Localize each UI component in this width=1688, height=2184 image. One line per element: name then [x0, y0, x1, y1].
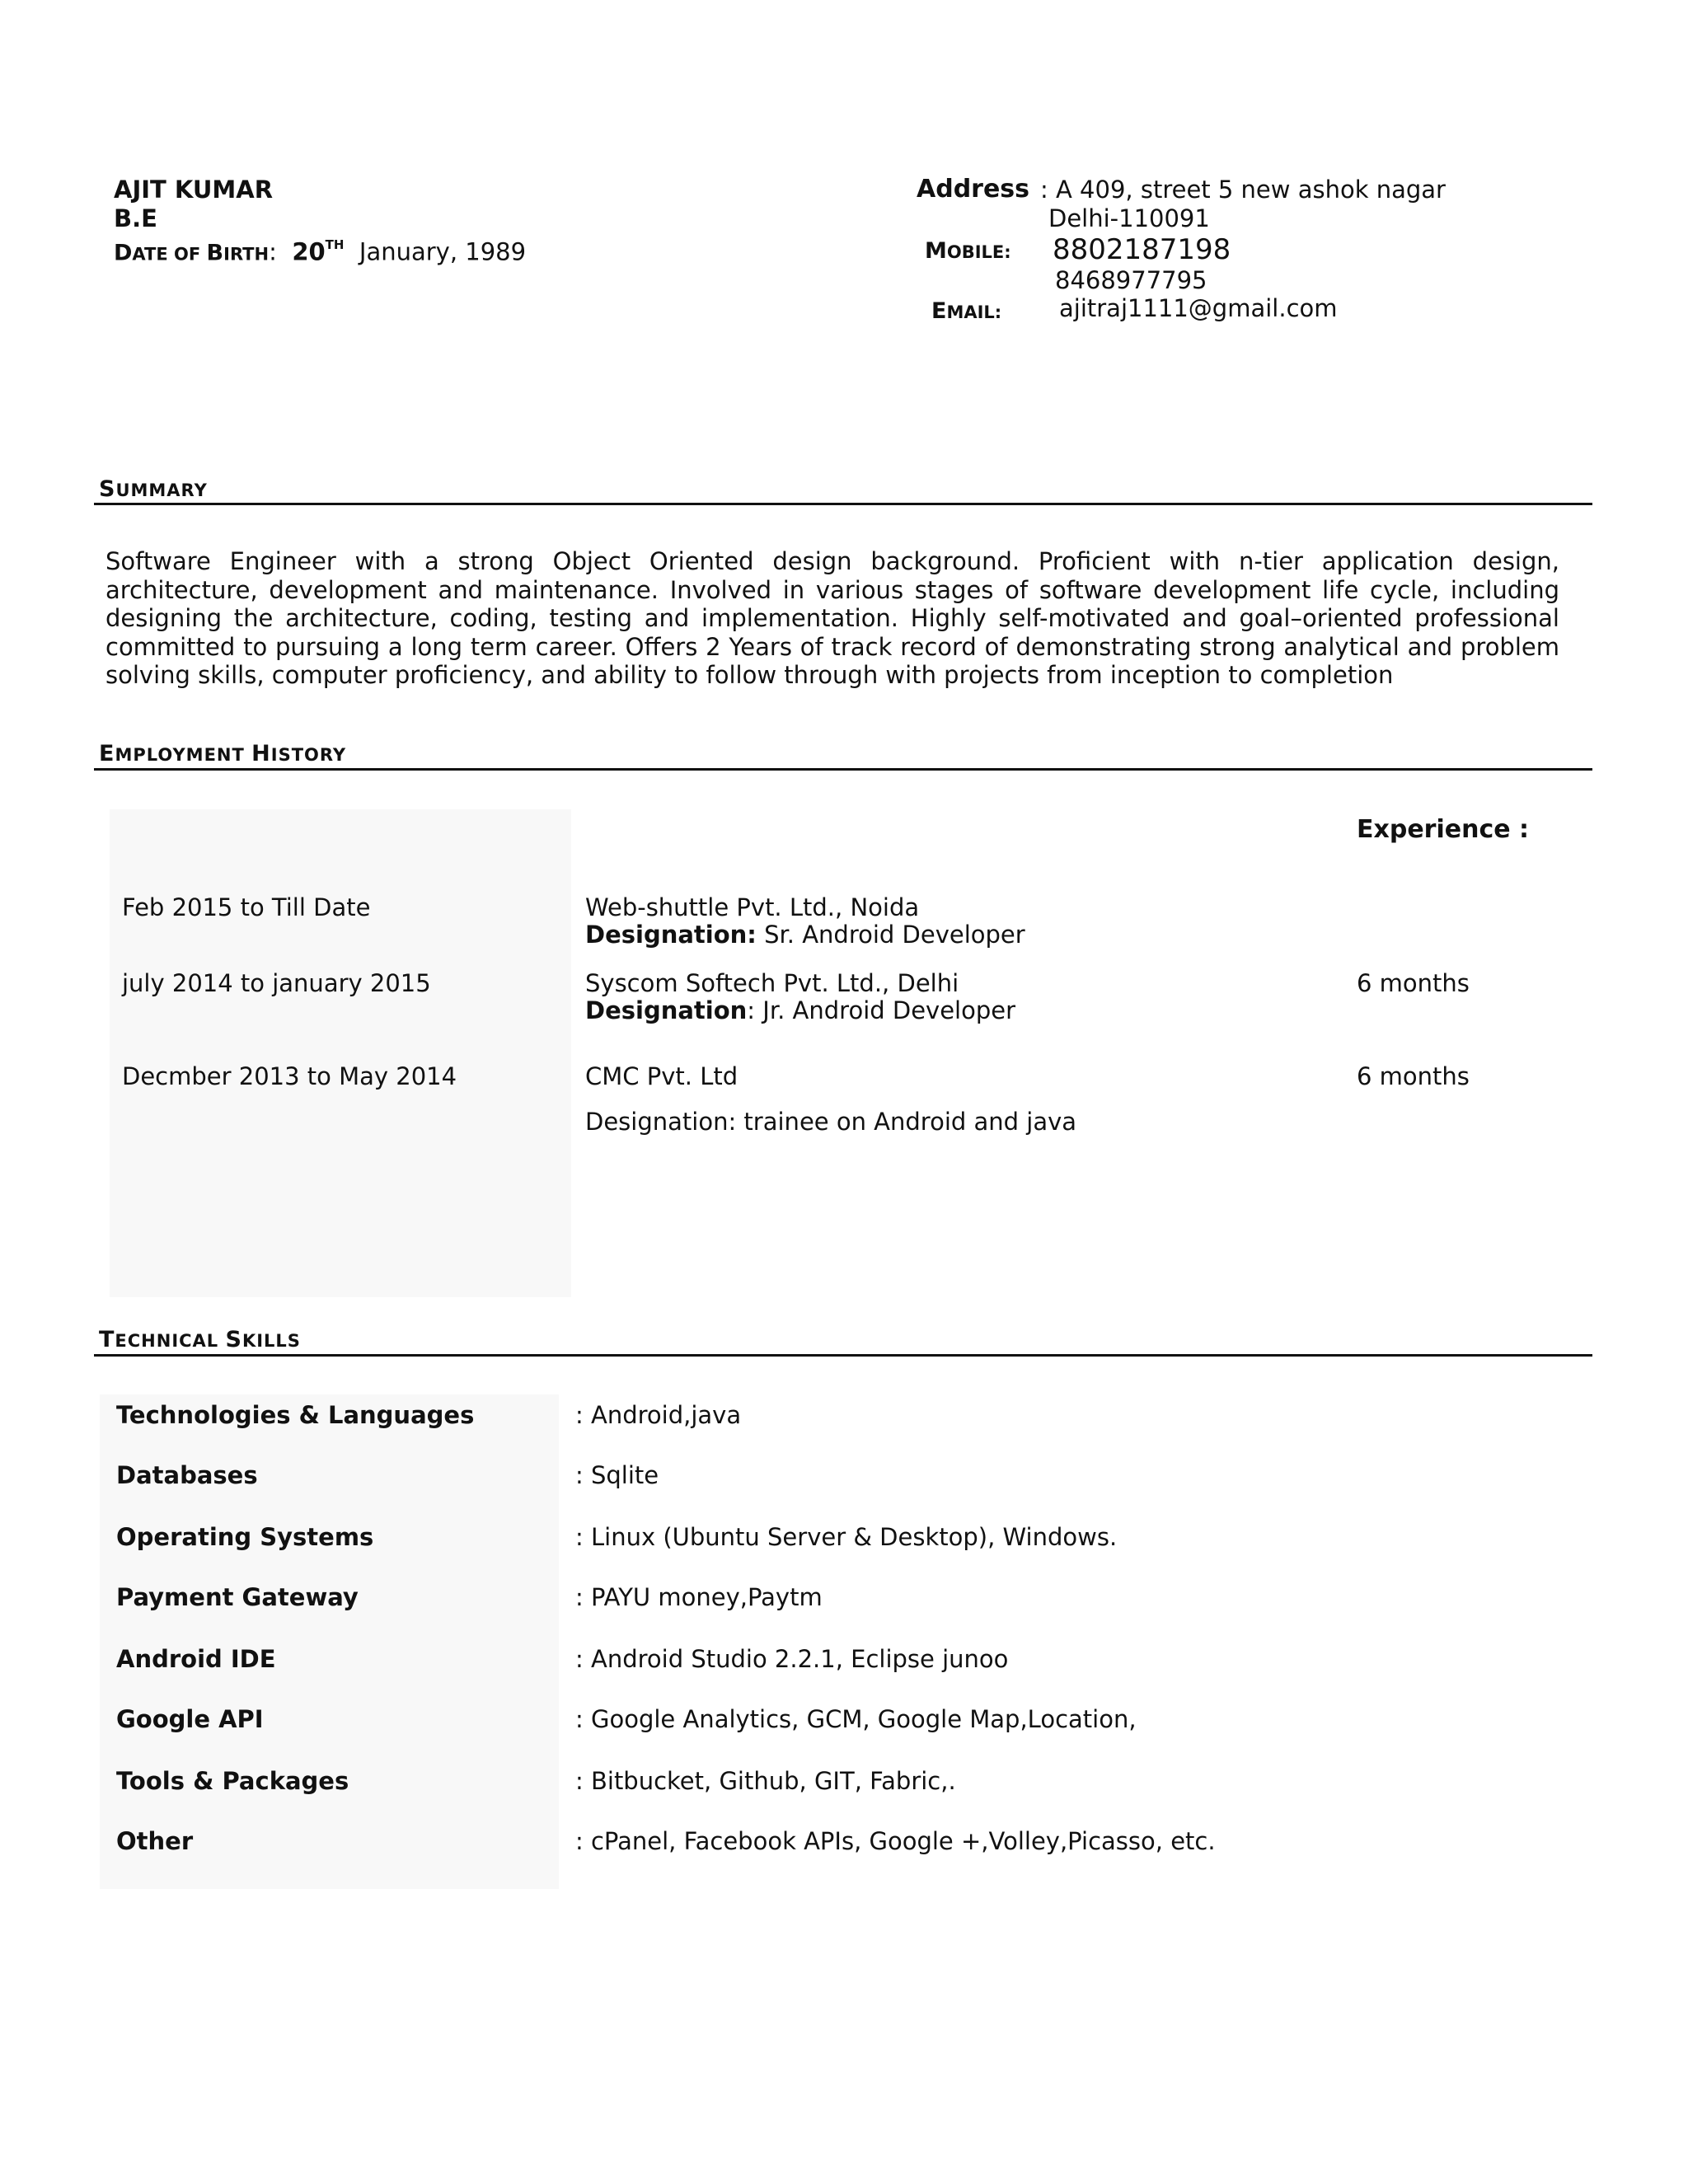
- email-label-e: E: [931, 298, 947, 324]
- employment-heading-cap1: E: [99, 741, 115, 766]
- skill-label: Other: [116, 1827, 194, 1855]
- employment-heading-rest1: MPLOYMENT: [115, 745, 252, 765]
- skill-value: : Sqlite: [575, 1461, 659, 1489]
- mobile-number-2: 8468977795: [1055, 266, 1207, 294]
- job-designation: [585, 921, 1025, 949]
- summary-text: Software Engineer with a strong Object Oriented design background. Proficient with n-tier application design, architecture, development and maintenance. Involved in various stages of software development life cycle, including designing the architecture, coding, testing and implementation. Highly self-motivated and goal–oriented professional committed to pursuing a long term career. Offers 2 Years of track record of demonstrating strong analytical and problem solving skills, computer proficiency, and ability to follow through with projects from inception to completion: [106, 547, 1559, 689]
- summary-heading-rest: UMMARY: [115, 480, 208, 500]
- candidate-name: AJIT KUMAR: [114, 176, 274, 204]
- job-dates: Decmber 2013 to May 2014: [122, 1062, 457, 1090]
- job-duration: 6 months: [1357, 1062, 1470, 1090]
- skill-label: Android IDE: [116, 1645, 276, 1673]
- skill-value: : PAYU money,Paytm: [575, 1583, 823, 1611]
- technical-heading-cap1: T: [99, 1327, 115, 1352]
- summary-heading-cap: S: [99, 476, 116, 502]
- dob-label-rest1: ATE OF: [132, 244, 207, 265]
- job-company: Web-shuttle Pvt. Ltd., Noida: [585, 893, 920, 921]
- dob-label-rest2: IRTH: [223, 244, 270, 265]
- skill-label: Payment Gateway: [116, 1583, 359, 1611]
- experience-label: Experience :: [1357, 815, 1530, 844]
- employment-heading-rest2: ISTORY: [270, 745, 347, 765]
- skill-label: Databases: [116, 1461, 258, 1489]
- dob-label-b: B: [206, 240, 224, 266]
- job-dates: july 2014 to january 2015: [122, 969, 431, 997]
- mobile-label: [925, 236, 1011, 266]
- skill-value: : Android Studio 2.2.1, Eclipse junoo: [575, 1645, 1009, 1673]
- designation-value: Sr. Android Developer: [756, 921, 1025, 949]
- dob-day: 20: [292, 237, 326, 266]
- job-designation: Designation: trainee on Android and java: [585, 1108, 1077, 1136]
- email-label: [931, 296, 1001, 326]
- summary-divider: [94, 503, 1592, 505]
- dob-rest: January, 1989: [359, 237, 527, 266]
- designation-label: Designation:: [585, 921, 757, 949]
- mobile-label-rest: OBILE:: [946, 242, 1011, 262]
- skill-label: Technologies & Languages: [116, 1401, 475, 1429]
- job-company: Syscom Softech Pvt. Ltd., Delhi: [585, 969, 959, 997]
- mobile-label-m: M: [925, 238, 947, 264]
- job-designation: [585, 996, 1015, 1024]
- email-address: ajitraj1111@gmail.com: [1059, 294, 1338, 322]
- employment-heading-cap2: H: [251, 741, 271, 766]
- skill-value: : Google Analytics, GCM, Google Map,Location,: [575, 1705, 1137, 1733]
- technical-heading-rest2: KILLS: [241, 1331, 301, 1351]
- employment-date-column: [110, 809, 571, 1297]
- skill-label: Google API: [116, 1705, 264, 1733]
- technical-skills-divider: [94, 1354, 1592, 1357]
- skill-value: : Linux (Ubuntu Server & Desktop), Windows.: [575, 1523, 1118, 1551]
- dob-label-d: D: [114, 240, 133, 266]
- skill-label: Tools & Packages: [116, 1767, 349, 1795]
- dob-sup: TH: [325, 237, 345, 252]
- address-label: Address: [917, 175, 1030, 204]
- designation-label: Designation: [585, 996, 748, 1024]
- summary-heading: [99, 476, 208, 502]
- job-dates: Feb 2015 to Till Date: [122, 893, 371, 921]
- email-label-rest: MAIL:: [946, 302, 1002, 322]
- employment-heading: [99, 741, 346, 766]
- skill-label: Operating Systems: [116, 1523, 374, 1551]
- degree: B.E: [114, 204, 157, 232]
- technical-skills-heading: [99, 1327, 301, 1352]
- job-company: CMC Pvt. Ltd: [585, 1062, 738, 1090]
- technical-heading-rest1: ECHNICAL: [115, 1331, 226, 1351]
- technical-heading-cap2: S: [225, 1327, 242, 1352]
- address-line2: Delhi-110091: [1048, 204, 1210, 232]
- skill-value: : Bitbucket, Github, GIT, Fabric,.: [575, 1767, 956, 1795]
- address-line1: : A 409, street 5 new ashok nagar: [1040, 176, 1446, 204]
- job-duration: 6 months: [1357, 969, 1470, 997]
- designation-value: : Jr. Android Developer: [747, 996, 1016, 1024]
- employment-divider: [94, 768, 1592, 771]
- skill-value: : cPanel, Facebook APIs, Google +,Volley,Picasso, etc.: [575, 1827, 1216, 1855]
- mobile-number-1: 8802187198: [1053, 233, 1231, 266]
- dob-colon: :: [269, 237, 277, 266]
- date-of-birth: [114, 233, 526, 269]
- skill-value: : Android,java: [575, 1401, 742, 1429]
